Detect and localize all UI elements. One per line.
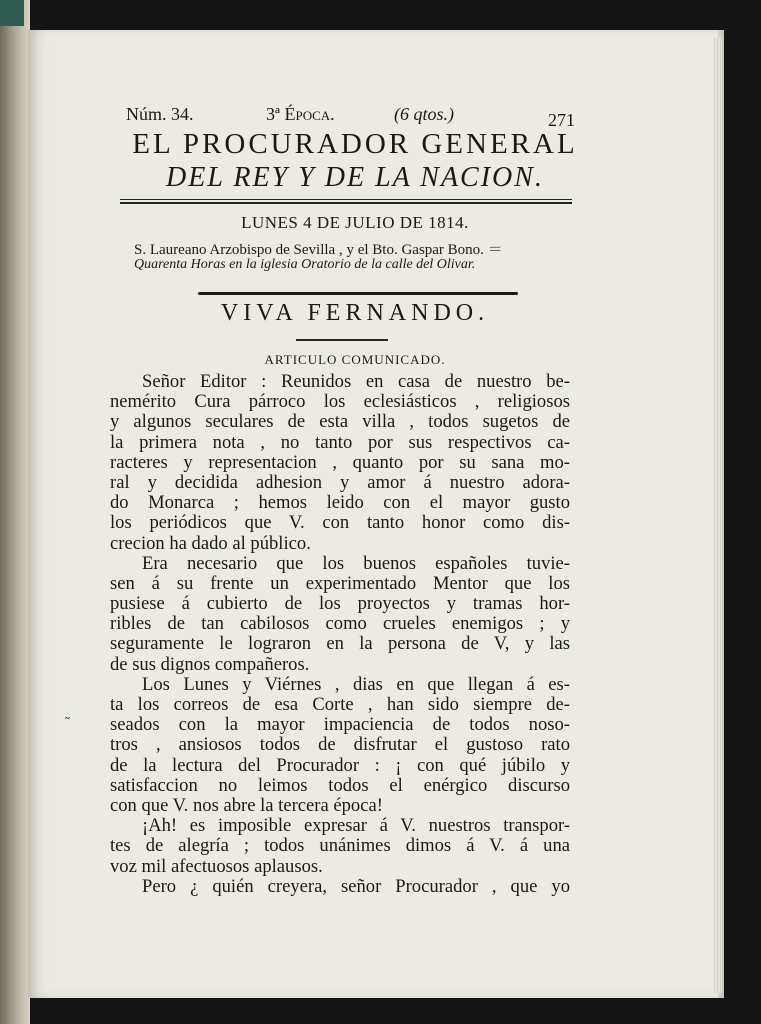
text-line: Señor Editor : Reunidos en casa de nuestro be-: [142, 371, 570, 392]
text-line: de la lectura del Procurador : ¡ con qué júbilo y: [110, 754, 570, 776]
text-line: Los Lunes y Viérnes , dias en que llegan á es-: [142, 673, 570, 695]
text-line: con que V. nos abre la tercera época!: [110, 794, 383, 816]
text-line: voz mil afectuosos aplausos.: [110, 855, 323, 877]
text-line: los periódicos que V. con tanto honor como dis-: [110, 512, 570, 534]
text-line: do Monarca ; hemos leido con el mayor gusto: [110, 492, 570, 514]
masthead-subtitle: DEL REY Y DE LA NACION.: [166, 162, 544, 193]
dateline: LUNES 4 DE JULIO DE 1814.: [241, 213, 469, 232]
masthead-rule: [120, 199, 572, 204]
text-line: ribles de tan cabilosos como crueles enemigos ; y: [110, 613, 570, 635]
text-line: tros , ansiosos todos de disfrutar el gustoso rato: [110, 734, 570, 756]
quarters-label: (6 qtos.): [394, 104, 454, 124]
motto-heading: VIVA FERNANDO.: [220, 300, 490, 326]
article-body: [110, 372, 570, 897]
text-line: Era necesario que los buenos españoles tuvie-: [142, 552, 570, 574]
text-line: pusiese á cubierto de los proyectos y tramas hor-: [110, 593, 570, 615]
epoch-label: 3ª Época.: [266, 104, 335, 124]
header-meta: [126, 104, 588, 128]
text-line: de sus dignos compañeros.: [110, 653, 310, 675]
text-line: ¡Ah! es imposible expresar á V. nuestros transpor-: [142, 815, 570, 837]
margin-ink-mark: ˜: [64, 716, 71, 732]
binding-tab: [0, 0, 24, 26]
text-line: seados con la mayor impaciencia de todos noso-: [110, 714, 570, 736]
text-line: ta los correos de esa Corte , han sido siempre de-: [110, 694, 570, 715]
saints-of-day: S. Laureano Arzobispo de Sevilla , y el Bto. Gaspar Bono. ＝: [134, 242, 503, 258]
text-line: crecion ha dado al público.: [110, 532, 311, 554]
text-line: Pero ¿ quién creyera, señor Procurador , que yo: [142, 875, 570, 897]
text-line: seguramente le lograron en la persona de V, y las: [110, 633, 570, 655]
masthead-title: EL PROCURADOR GENERAL: [132, 128, 578, 160]
text-line: sen á su frente un experimentado Mentor que los: [110, 572, 570, 594]
text-line: nemérito Cura párroco los eclesiásticos , religiosos: [110, 391, 570, 413]
page-number: 271: [548, 110, 575, 130]
issue-number: Núm. 34.: [126, 104, 194, 124]
ornament-rule: [296, 339, 388, 341]
text-line: satisfaccion no leimos todos el enérgico discurso: [110, 774, 570, 796]
text-line: racteres y representacion , quanto por su sana mo-: [110, 451, 570, 473]
text-line: ral y decidida adhesion y amor á nuestro adora-: [110, 471, 570, 493]
book-gutter: [0, 0, 30, 1024]
forty-hours-notice: Quarenta Horas en la iglesia Oratorio de la calle del Olivar.: [134, 257, 476, 272]
text-line: la primera nota , no tanto por sus respectivos ca-: [110, 431, 570, 453]
text-line: tes de alegría ; todos unánimes dimos á V. á una: [110, 835, 570, 857]
section-rule: [198, 292, 518, 295]
article-heading: ARTICULO COMUNICADO.: [264, 352, 446, 367]
page-stack-edge: [714, 38, 722, 993]
text-line: y algunos seculares de esta villa , todos sugetos de: [110, 411, 570, 433]
